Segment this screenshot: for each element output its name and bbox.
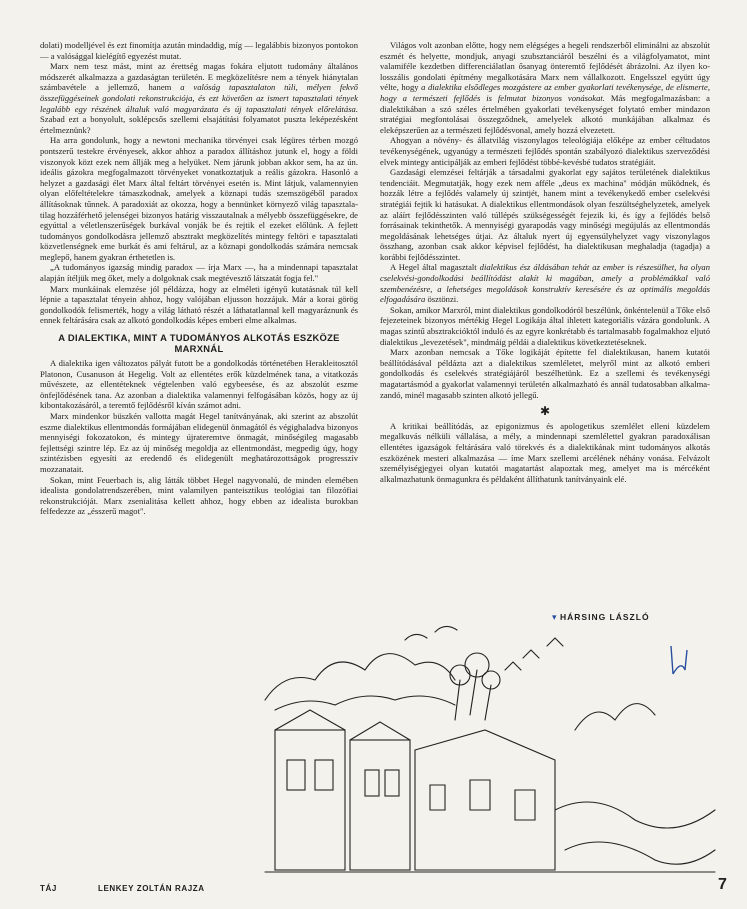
paragraph: A Hegel által magasztalt dialektikus ész áldásában tehát az ember is részesülhet, ha olyan cselekvési-gondolkodási beállítódást alakít ki magában, amely a problémákkal való szembenézésre, a lehetséges megoldások konstruktív keresésére és az optimális megoldás elfogadására ösztönzi. — [380, 262, 710, 305]
quote-paragraph: „A tudományos igazság mindig paradox — írja Marx —, ha a mindennapi tapasztalat alapján ítéljük meg őket, mely a dolgoknak csak megtévesztő látszatát fogja fel." — [40, 262, 358, 284]
paragraph: Sokan, mint Feuerbach is, alig látták többet Hegel nagyvonalú, de minden elemében idealista gondolatrendszerében, mint valamilyen panteisztikus teológiai tan filozófiai rekonstrukcióját. Marx zsenialitása kellett ahhoz, hogy ebben az idealista burokban felfedezze az „ésszerű magot". — [40, 474, 358, 517]
paragraph: Ha arra gondolunk, hogy a newtoni mechanika törvényei csak légüres térben mozgó pontszerű testekre érvényesek, akkor ahhoz a paradox állításhoz jutunk el, hogy a földi viszonyok közt ezek nem állják meg a helyüket. Nem járunk jobban akkor sem, ha az ún. ideális gázokra megfogalmazott törvényeket vonatkoztatjuk a reális gázokra. Hasonló a helyzet a gazdasági élet Marx által feltárt törvényei esetén is. Mint látjuk, valamennyien olyan előfeltételekre támaszkodnak, amelyek a köznapi tudás szemszögéből paradox állításoknak tűnnek. A paradoxiát az okozza, hogy a bennünket környező világ tapasztalatilag hozzáférhető jelenségei bizonyos határig visszautalnak a mélyebb összefüggésekre, de egyúttal a véletlenszerűségek burkával vonják be és rejtik el ezeket előlünk. A fejlett tudományos gondolkodásra jellemző absztrakt megközelítés mintegy feltöri e tapasztalati közvetlenségnek eme burkát és ami feltárul, az a köznapi gondolkodás számára nemcsak meglepő, hanem gyakran érthetetlen is. — [40, 135, 358, 262]
paragraph: Világos volt azonban előtte, hogy nem elégséges a hegeli rendszerből eliminálni az abszolút eszmét és helyette, mondjuk, anyagi szubsztanciáról beszélni és a világfolyamatot, mint valamiféle kezdetben differenciálatlan ősanyag önteremtő fejlődését ábrázolni. Az ilyen kolosszális gondolati építmény megalkotására Marx nem vállalkozott. Engelsszel együtt úgy vélte, hogy a dialektika elsődleges mozgástere az ember gyakorlati tevékenysége, de elismerte, hogy a természeti fejlődés is felmutat bizonyos vonásokat. Más megfogalmazásban: a dialektikában a szó széles értelmében gyakorlati tevékenységet folytató ember mindazon stratégiai megfontolásai összegződnek, amelyelek alkotó munkájában alkalmaz és eleképszerűen az a természeti fejlődésvonal, amely hozzá elvezetett. — [380, 40, 710, 135]
paragraph: dolati) modelljével és ezt finomítja azután mindaddig, míg — legalábbis bizonyos pontokon — a valósággal kielégítő egyezést mutat. — [40, 40, 358, 61]
author-name: HÁRSING LÁSZLÓ — [560, 612, 650, 622]
paragraph: A dialektika igen változatos pályát futott be a gondolkodás történetében Herakleitosztól Platonon, Cusanuson át Hegelig. Volt az ellentétes erők küzdelmének tana, a vitatkozás művészete, az ellentéteknek végtelenben való egybeesése, és az abszolút eszme önfejlődésének tana. Az azonban a dialektika valamennyi felfogásában közös, hogy az új kibontakozásáról, a teremtő fejlődésről kíván számot adni. — [40, 358, 358, 411]
illustration-credit: LENKEY ZOLTÁN RAJZA — [98, 884, 205, 893]
footer-label: TÁJ — [40, 884, 57, 893]
page-number: 7 — [718, 876, 727, 893]
section-heading: A DIALEKTIKA, MINT A TUDOMÁNYOS ALKOTÁS ESZKÖZE MARXNÁL — [58, 332, 340, 355]
landscape-drawing — [255, 610, 725, 890]
paragraph: Gazdasági elemzései feltárják a társadalmi gyakorlat egy sajátos területének dialektikus tendenciáit. Megmutatják, hogy ezek nem afféle „deus ex machina" módján működnek, és hozzák létre a fejlődés valamely új szintjét, hanem mint a tevékenykedő ember cselekvési stratégiái fejtik ki hatásukat. A dialektikus ellentmondások olyan feszültséghelyzetek, amelyek az aláírt fejlődésszinten való túllépés szükségességét fejezik ki, és így a fejlődés belső forrásainak tekinthetők. A mennyiségi gyarapodás vagy minőségi megújulás az ellentmondás megoldásának lehetséges útjai. Az általuk nyert új egyensúlyhelyzet vagy viszonylagos összhang, azonban csak akkor képvisel fejlődést, ha dialektikusan meghaladja (tagadja) a korábbi fejlődésszintet. — [380, 167, 710, 262]
paragraph: Sokan, amikor Marxról, mint dialektikus gondolkodóról beszélünk, önkéntelenül a Tőke első fejezeteinek bizonyos mértékig Hegel Logikája által ihletett kategoriális vázára gondolunk. A magas szintű absztrakcióktól induló és az egyre konkrétabb és tartalmasabb fogalmakhoz eljutó dialektikus „levezetések", mindmáig példái a dialektikus következtetéseknek. — [380, 304, 710, 347]
section-divider-star: ✱ — [539, 404, 551, 419]
right-text-column — [380, 40, 710, 484]
paragraph: Marx azonban nemcsak a Tőke logikáját építette fel dialektikusan, hanem kutatói beállítódásával példázta azt a dialektikus szemléletet, melyről mint az alkotó emberi gondolkodás és cselekvés stratégiájáról beszélhetünk. Ez a szellemi és tevékenységi magatartásmód a gyakorlat valamennyi területén alkalmazható és annál tudatosabban alkalmazandó, minél magasabb szinten alkotó jellegű. — [380, 347, 710, 400]
paragraph: Marx mindenkor büszkén vallotta magát Hegel tanítványának, aki szerint az abszolút eszme dialektikus ellentmondás formájában elidegenül önmagától és végighaladva bizonyos mennyiségi fokozatokon, és mintegy újrateremtve önmagát, minőségileg magasabb fejlettségi szintre lép. Ez az új minőség megoldja az ellentmondást, megpedig úgy, hogy szintézisben egyesíti az eredendő és elidegenült meghatározottságok progresszív mozzanatait. — [40, 411, 358, 474]
paragraph: Marx nem tesz mást, mint az érettség magas fokára eljutott tudomány általános módszerét alkalmazza a gazdaságtan területén. E megközelítésre nem a tények hiánytalan számbavétele a jellemző, hanem a valóság tapasztalaton túli, mélyen fekvő összefüggéseinek gondolati rekonstrukciója, és ezt követően az ismert tapasztalati tények legalább egy részének általuk való magyarázata és új tapasztalati tények előrelátása. Szabad ezt a bonyolult, soklépcsős szellemi elsajátítási folyamatot puszta leképezésként értelmeznünk? — [40, 61, 358, 135]
paragraph: Marx munkáinak elemzése jól példázza, hogy az elméleti igényű kutatásnak túl kell lépnie a tapasztalat tényein ahhoz, hogy valójában eljusson hozzájuk. Már a korai görög gondolkodók felismerték, hogy a világ látható részét a láthatatlannal kell magyaráznunk és ennek feltárására csak az alkotó gondolkodás képes emberi elme alkalmas. — [40, 283, 358, 326]
paragraph: A kritikai beállítódás, az epigonizmus és apologetikus szemlélet elleni küzdelem megalkuvás nélküli vállalása, a mély, a mindennapi szemlélettel gyakran paradoxálisan ellentétes igazságok feltárására való törekvés és a dialektikának mint tudományos alkotás eszközének mesteri alkalmazása — íme Marx szellemi arcélének néhány vonása. Felvázolt személyiségjegyei olyan kutatói magatartást alapoztak meg, amelyet ma is mércéként alkalmazhatunk önmagunkra és példaként állíthatunk tanítványaink elé. — [380, 420, 710, 484]
pen-mark-icon: ▾ — [552, 612, 557, 622]
paragraph: Ahogyan a növény- és állatvilág viszonylagos teleológiája előképe az ember céltudatos tevékenységének, ugyanúgy a természeti fejlődés spontán szabályozó dialektikus szerveződési elvek mintegy anticipálják az emberi fejlődést többé-kevésbé tudatos stratégiáit. — [380, 135, 710, 167]
left-text-column — [40, 40, 358, 517]
